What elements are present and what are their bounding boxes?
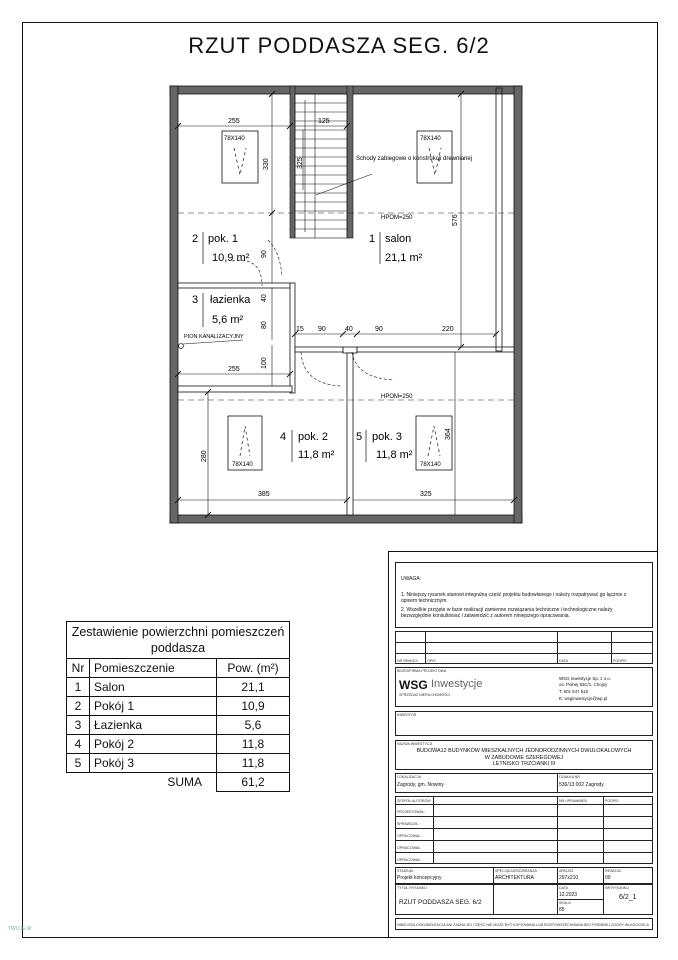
dim-text: 80 (261, 321, 268, 329)
dim-text: 576 (452, 214, 459, 226)
drawing-title: RZUT PODDASZA SEG. 6/2 (399, 899, 482, 906)
table-row: 4 Pokój 2 11,8 (67, 735, 290, 754)
window-label: 78X140 (232, 462, 253, 468)
dim-text: 40 (345, 326, 353, 333)
summary-header-row: Nr Pomieszczenie Pow. (m²) (67, 659, 290, 678)
hpom-label: HPOM=250 (381, 394, 413, 400)
drawing-number: 6/2_1 (619, 894, 637, 901)
dim-text: 325 (420, 491, 432, 498)
summary-total-row: SUMA 61,2 (67, 773, 290, 792)
pipe-marker (179, 344, 184, 349)
window-label: 78X140 (224, 136, 245, 142)
svg-text:21,1 m²: 21,1 m² (385, 252, 423, 264)
summary-title: Zestawienie powierzchni pomieszczeń poddasza (67, 622, 290, 659)
investor-box (395, 711, 653, 736)
note-2: 2. Wszelkie przyjęte w fazie realizacji zamienne rozwiązania techniczne i technologiczne należy bezwzględnie konsultować i zatwierdzić z autorem niniejszego opracowania. (401, 607, 613, 619)
room-label-4 (280, 430, 335, 462)
svg-text:1: 1 (369, 233, 376, 245)
title-block: UWAGA: 1. Niniejszy rysunek stanowi integralną część projektu budowlanego i należy rozpatrywać go łącznie z opisem technicznym. 2. Wszelkie przyjęte w fazie realizacji zamienne rozwiązania techniczne i technologiczne należy bezwzględnie konsultować i zatwierdzić z autorem niniejszego opracowania. NR REWIZJI OPIS DATA PODPIS BIURO/FIRMA PROJEKTOWA WSG Inwestycje SPRZEDAŻ NIERUCHOMOŚCI WSG Inwestycje Sp. z o.o. os. Polnej 93C/1, Chojny T: 601 547 515 E: wsginwestycje@wp.pl INWESTOR NAZWA INWESTYCJI BUDOWA12 BUDYNKÓW MIESZKALNYCH JEDNORODZINNYCH DWULOKALOWYCH W ZABUDOWIE SZEREGOWEJ LETNISKO TRZCIANKI III LOKALIZACJA Zagrody, gm. Nowiny DZIAŁKA NR 536/13 002 Zagrody ZESPÓŁ AUTORÓW NR UPRAWNIEŃ PODPIS PROJEKTOWAŁ: SPRAWDZIŁ: OPRACOWAŁ: OPRACOWAŁ: OPRACOWAŁ: STADIUM Projekt koncepcyjny SPECJALNOŚĆ/BRANŻA ARCHITEKTURA ARKUSZ 297x210 REWIZJA 00 TYTUŁ RYSUNKU RZUT PODDASZA SEG. 6/2 DATA 12.2023 SKALA 85 NR RYSUNKU 6/2_1 NINIEJSZA DOKUMENTACJA ANI ŻADNA JEJ CZĘŚĆ NIE MOŻE BYĆ KOPIOWANA LUB ROZPOWSZECHNIANA BEZ PISEMNEJ ZGODY WŁAŚCICIELA (388, 551, 658, 938)
svg-text:11,8 m²: 11,8 m² (376, 449, 413, 461)
dim-text: 385 (258, 491, 270, 498)
room-label-2 (192, 232, 250, 264)
window-label: 78X140 (420, 462, 441, 468)
svg-text:pok. 3: pok. 3 (372, 431, 402, 443)
dim-text: 90 (318, 326, 326, 333)
table-row: 3 Łazienka 5,6 (67, 716, 290, 735)
page-title: RZUT PODDASZA SEG. 6/2 (188, 33, 490, 58)
roof-windows (222, 131, 452, 470)
dim-text: 90 (261, 250, 268, 258)
dim-text: 325 (297, 157, 304, 169)
dim-text: 255 (228, 118, 240, 125)
svg-text:5,6 m²: 5,6 m² (212, 314, 244, 326)
window-label: 78X140 (420, 136, 441, 142)
dim-text: 15 (296, 326, 304, 333)
dim-text: 100 (261, 357, 268, 369)
notes-heading: UWAGA: (401, 576, 422, 582)
stairs-note: Schody zabiegowe o konstrukcji drewnianej (356, 156, 473, 162)
svg-text:pok. 2: pok. 2 (298, 431, 328, 443)
table-row: 2 Pokój 1 10,9 (67, 697, 290, 716)
room-label-5 (356, 430, 413, 462)
wsg-logo: WSG (399, 678, 428, 692)
svg-text:2: 2 (192, 233, 199, 245)
dim-text: 255 (228, 366, 240, 373)
dim-text: 90 (375, 326, 383, 333)
svg-text:5: 5 (356, 431, 363, 443)
dim-text: 40 (261, 294, 268, 302)
svg-text:łazienka: łazienka (210, 294, 251, 306)
area-summary-table (66, 621, 290, 792)
stairs-leader (316, 174, 372, 195)
svg-text:salon: salon (385, 233, 412, 245)
svg-text:4: 4 (280, 431, 287, 443)
svg-text:11,8 m²: 11,8 m² (298, 449, 335, 461)
door-swings (232, 240, 394, 386)
svg-text:3: 3 (192, 294, 199, 306)
room-label-1 (369, 232, 423, 264)
table-row: 1 Salon 21,1 (67, 678, 290, 697)
dim-text: 330 (263, 158, 270, 170)
dim-text: 220 (442, 326, 454, 333)
pipe-label: PION KANALIZACYJNY (184, 334, 244, 340)
dim-text: 280 (201, 450, 208, 462)
watermark: TWOJE M (8, 926, 32, 932)
note-1: 1. Niniejszy rysunek stanowi integralną część projektu budowlanego i należy rozpatrywać go łącznie z opisem technicznym. (401, 592, 627, 604)
room-label-3 (192, 293, 251, 327)
dim-text: 364 (445, 428, 452, 440)
svg-text:pok. 1: pok. 1 (208, 233, 238, 245)
dim-text: 125 (318, 118, 330, 125)
logo-inwestycje: Inwestycje (431, 678, 483, 690)
hpom-label: HPOM=250 (381, 215, 413, 221)
svg-text:10,9 m²: 10,9 m² (212, 252, 250, 264)
table-row: 5 Pokój 3 11,8 (67, 754, 290, 773)
